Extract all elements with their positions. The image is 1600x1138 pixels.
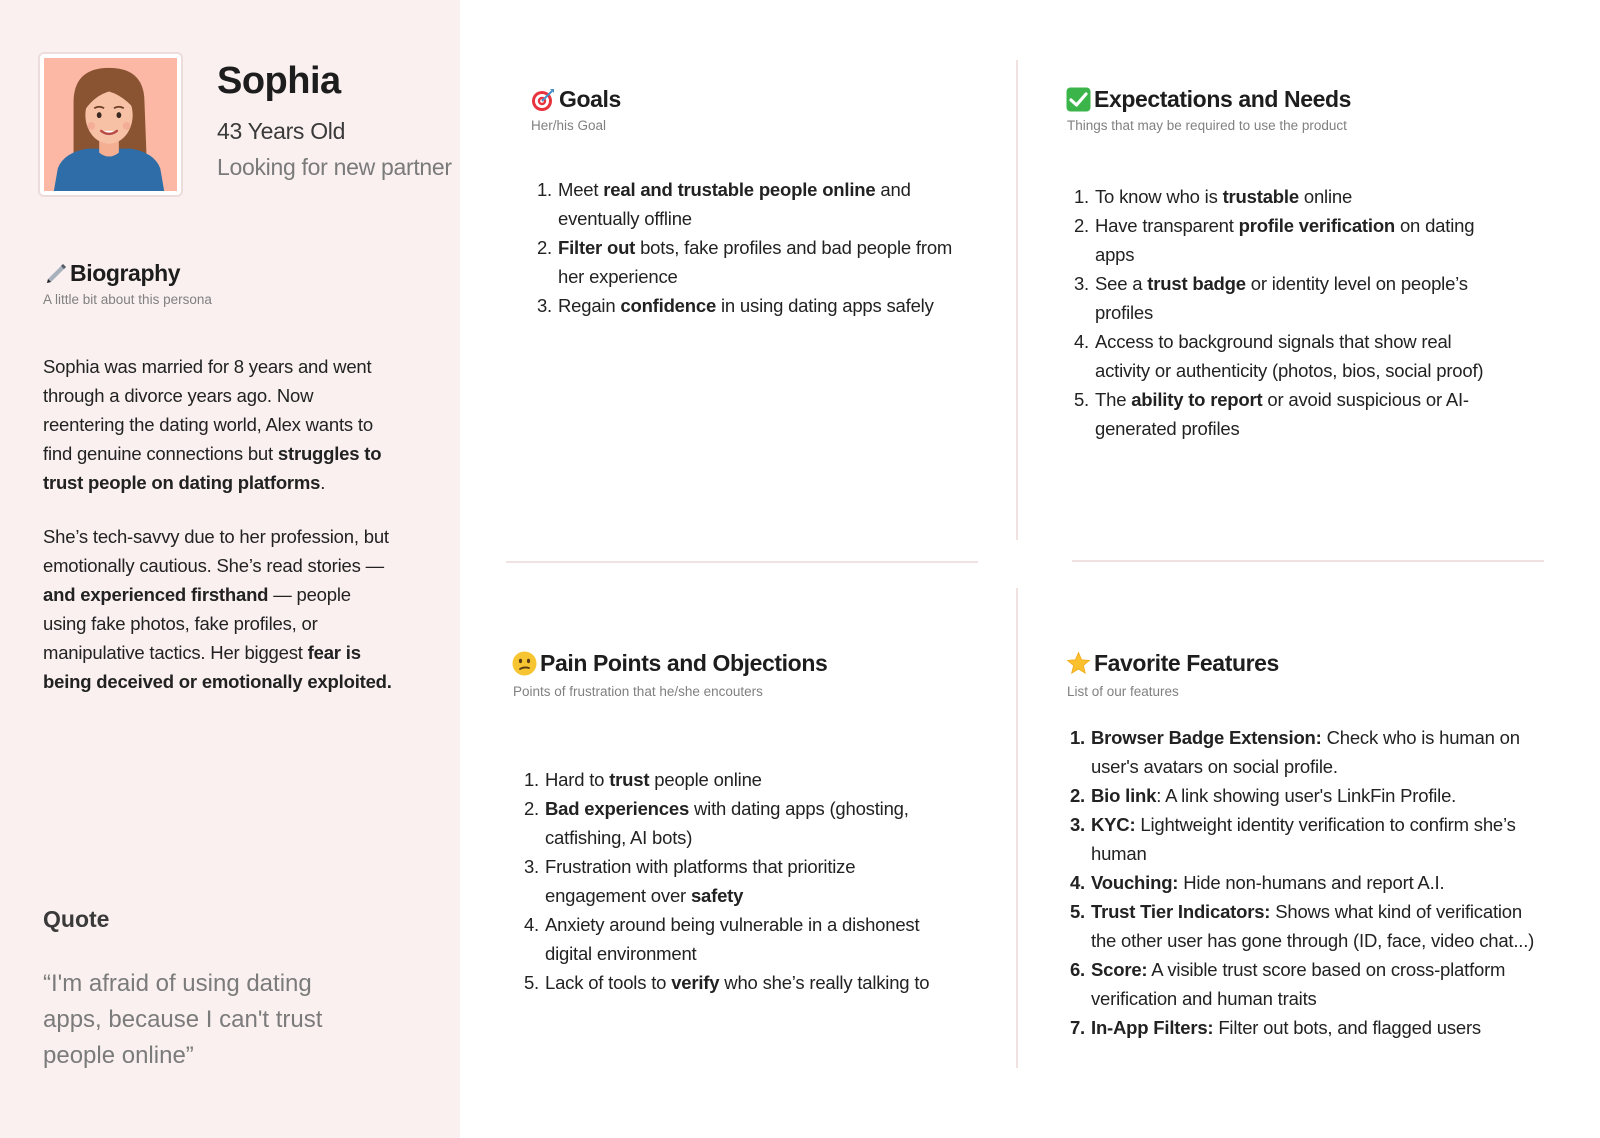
list-item <box>1063 955 1543 1013</box>
pain-points-subtitle: Points of frustration that he/she encouters <box>513 684 763 699</box>
persona-age: 43 Years Old <box>217 118 346 144</box>
list-item <box>530 175 970 233</box>
features-heading <box>1066 650 1279 677</box>
list-item-text: Lack of tools to <box>545 972 672 993</box>
pain-points-list <box>517 765 957 997</box>
biography-heading <box>43 260 180 287</box>
list-item-text: who she’s really talking to <box>719 972 930 993</box>
pen-icon <box>43 262 67 286</box>
list-item-text: Hard to <box>545 769 610 790</box>
list-item <box>1067 211 1507 269</box>
list-item-number: 1. <box>1073 186 1089 207</box>
list-item-text: Filter out bots, and flagged users <box>1213 1017 1481 1038</box>
list-item-text: See a <box>1095 273 1148 294</box>
persona-name: Sophia <box>217 60 341 102</box>
list-item-emphasis: real and trustable people online <box>603 179 876 200</box>
features-list <box>1063 723 1543 1042</box>
list-item <box>530 233 970 291</box>
list-item <box>1063 868 1543 897</box>
list-item-emphasis: verify <box>671 972 720 993</box>
list-item-emphasis: Browser Badge Extension: <box>1091 727 1322 748</box>
goals-subtitle: Her/his Goal <box>531 118 607 133</box>
list-item-text: bots, fake profiles and bad people from her experience <box>558 237 953 287</box>
list-item <box>1063 781 1543 810</box>
list-item-number: 3. <box>536 295 552 316</box>
star-icon <box>1066 651 1091 676</box>
list-item-emphasis: KYC: <box>1091 814 1136 835</box>
list-item-number: 3. <box>1069 814 1085 835</box>
divider-vertical-bottom <box>1016 588 1018 1068</box>
list-item-emphasis: In-App Filters: <box>1091 1017 1214 1038</box>
goals-title: Goals <box>559 86 621 112</box>
biography-text: . <box>320 472 326 493</box>
persona-avatar-illustration <box>44 58 177 191</box>
list-item-text: on dating apps <box>1095 215 1475 265</box>
list-item-emphasis: profile verification <box>1238 215 1396 236</box>
list-item <box>517 852 957 910</box>
list-item <box>517 765 957 794</box>
biography-paragraph <box>43 522 393 696</box>
features-title: Favorite Features <box>1094 650 1279 676</box>
list-item-text: Meet <box>558 179 604 200</box>
biography-text: Sophia was married for 8 years and went through a divorce years ago. Now reentering the dating world, Alex wants to find genuine connections but <box>43 356 373 464</box>
biography-emphasis: fear is being deceived or emotionally exploited. <box>43 642 392 692</box>
expectations-heading <box>1066 86 1351 113</box>
goals-list <box>530 175 970 320</box>
list-item <box>1067 327 1507 385</box>
confused-face-icon <box>512 651 537 676</box>
pain-points-title: Pain Points and Objections <box>540 650 828 676</box>
persona-status: Looking for new partner <box>217 154 452 180</box>
list-item-number: 4. <box>1069 872 1085 893</box>
list-item <box>1063 1013 1543 1042</box>
list-item-text: Access to background signals that show real activity or authenticity (photos, bios, social proof) <box>1095 331 1484 381</box>
list-item-text: Regain <box>558 295 621 316</box>
list-item-text: Shows what kind of verification the other user has gone through (ID, face, video chat...) <box>1091 901 1535 951</box>
list-item-text: online <box>1298 186 1353 207</box>
biography-paragraph <box>43 352 393 497</box>
list-item <box>530 291 970 320</box>
list-item <box>1063 810 1543 868</box>
list-item-text: Anxiety around being vulnerable in a dishonest digital environment <box>545 914 920 964</box>
list-item-emphasis: confidence <box>620 295 717 316</box>
list-item-number: 3. <box>523 856 539 877</box>
list-item-number: 2. <box>536 237 552 258</box>
list-item-emphasis: Score: <box>1091 959 1148 980</box>
list-item-emphasis: trust <box>609 769 650 790</box>
list-item-number: 2. <box>1073 215 1089 236</box>
list-item-emphasis: Filter out <box>558 237 636 258</box>
expectations-list <box>1067 182 1507 443</box>
list-item-emphasis: trustable <box>1222 186 1299 207</box>
list-item-text: or identity level on people’s profiles <box>1095 273 1468 323</box>
biography-text: — people using fake photos, fake profiles, or manipulative tactics. Her biggest <box>43 584 351 663</box>
list-item-emphasis: Vouching: <box>1091 872 1179 893</box>
list-item-number: 6. <box>1069 959 1085 980</box>
list-item-emphasis: safety <box>690 885 744 906</box>
list-item <box>1067 269 1507 327</box>
list-item-emphasis: ability to report <box>1131 389 1263 410</box>
list-item <box>1067 182 1507 211</box>
quote-label: Quote <box>43 906 110 932</box>
list-item <box>1067 385 1507 443</box>
list-item-text: A visible trust score based on cross-platform verification and human traits <box>1091 959 1506 1009</box>
list-item <box>517 968 957 997</box>
list-item-number: 7. <box>1069 1017 1085 1038</box>
list-item <box>517 794 957 852</box>
list-item-number: 1. <box>536 179 552 200</box>
goals-heading <box>530 86 621 113</box>
pain-points-heading <box>512 650 827 677</box>
list-item-text: The <box>1095 389 1132 410</box>
list-item-number: 1. <box>1069 727 1085 748</box>
list-item-text: To know who is <box>1095 186 1223 207</box>
list-item <box>1063 897 1543 955</box>
target-icon <box>530 87 556 113</box>
features-subtitle: List of our features <box>1067 684 1179 699</box>
divider-vertical-top <box>1016 60 1018 540</box>
list-item <box>517 910 957 968</box>
list-item-emphasis: Bad experiences <box>545 798 690 819</box>
list-item-text: Hide non-humans and report A.I. <box>1178 872 1445 893</box>
list-item-text: Lightweight identity verification to confirm she’s human <box>1091 814 1516 864</box>
expectations-subtitle: Things that may be required to use the product <box>1067 118 1347 133</box>
divider-horizontal-left <box>506 561 978 563</box>
quote-text: “I'm afraid of using dating apps, because I can't trust people online” <box>43 970 323 1069</box>
list-item-text: in using dating apps safely <box>716 295 934 316</box>
biography-emphasis: struggles to trust people on dating platforms <box>43 443 382 493</box>
list-item-number: 2. <box>523 798 539 819</box>
biography-emphasis: and experienced firsthand <box>43 584 269 605</box>
list-item-text: Frustration with platforms that prioritize engagement over <box>545 856 856 906</box>
list-item-text: Check who is human on user's avatars on social profile. <box>1091 727 1520 777</box>
list-item-text: and eventually offline <box>558 179 911 229</box>
list-item-text: : A link showing user's LinkFin Profile. <box>1156 785 1457 806</box>
list-item <box>1063 723 1543 781</box>
list-item-text: people online <box>649 769 762 790</box>
list-item-emphasis: trust badge <box>1147 273 1246 294</box>
list-item-text: Have transparent <box>1095 215 1239 236</box>
list-item-number: 5. <box>1073 389 1089 410</box>
list-item-emphasis: Trust Tier Indicators: <box>1091 901 1271 922</box>
list-item-number: 4. <box>523 914 539 935</box>
biography-subtitle: A little bit about this persona <box>43 292 212 307</box>
divider-horizontal-right <box>1072 560 1544 562</box>
list-item-number: 2. <box>1069 785 1085 806</box>
expectations-title: Expectations and Needs <box>1094 86 1352 112</box>
list-item-text: with dating apps (ghosting, catfishing, AI bots) <box>545 798 909 848</box>
list-item-text: or avoid suspicious or AI-generated profiles <box>1095 389 1469 439</box>
list-item-number: 4. <box>1073 331 1089 352</box>
list-item-number: 5. <box>523 972 539 993</box>
list-item-number: 5. <box>1069 901 1085 922</box>
biography-text: She’s tech-savvy due to her profession, but emotionally cautious. She’s read stories — <box>43 526 389 576</box>
biography-title: Biography <box>70 260 181 286</box>
check-box-icon <box>1066 87 1091 112</box>
list-item-number: 1. <box>523 769 539 790</box>
list-item-number: 3. <box>1073 273 1089 294</box>
list-item-emphasis: Bio link <box>1091 785 1157 806</box>
avatar <box>38 52 183 197</box>
